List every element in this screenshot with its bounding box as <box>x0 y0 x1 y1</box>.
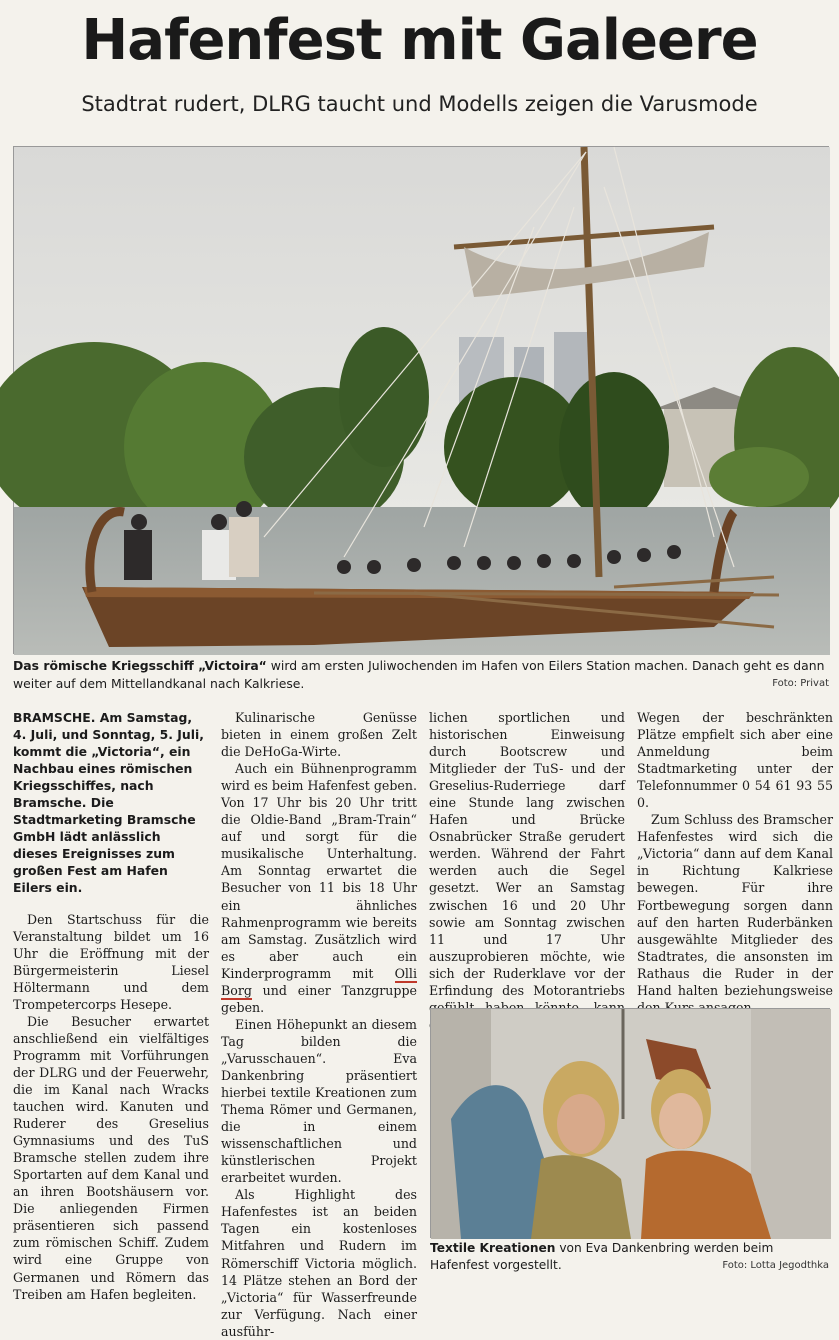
costume-photo-caption-text: von Eva Dankenbring werden beim Hafenfest vorgestellt. <box>430 1241 774 1272</box>
paragraph: Den Startschuss für die Veranstaltung bildet um 16 Uhr die Eröffnung mit der Bürgermeisterin Liesel Höltermann und dem Trompetercorps Hesepe. <box>13 911 209 1012</box>
costume-photo-caption-lead: Textile Kreationen <box>430 1241 556 1255</box>
article-column-3 <box>429 709 625 1033</box>
galley-photo-image <box>14 147 830 655</box>
main-photo-caption-lead: Das römische Kriegsschiff „Victoira“ <box>13 658 267 673</box>
costume-photo <box>430 1008 830 1238</box>
main-photo-credit: Foto: Privat <box>772 678 829 689</box>
article-column-2 <box>221 709 417 1340</box>
underlined-name: Olli Borg <box>221 965 417 998</box>
main-photo-caption <box>13 657 831 693</box>
subheadline: Stadtrat rudert, DLRG taucht und Modells zeigen die Varusmode <box>81 92 758 116</box>
costume-photo-credit: Foto: Lotta Jegodthka <box>722 1260 829 1271</box>
paragraph <box>221 760 417 1016</box>
paragraph: Die Besucher erwartet anschließend ein vielfältiges Programm mit Vorführungen der DLRG und der Feuerwehr, die im Kanal nach Wracks tauchen wird. Kanuten und Ruderer des Greselius Gymnasiums und des TuS Bramsche stellen zudem ihre Sportarten auf dem Kanal und an ihren Bootshäusern vor. Die anliegenden Firmen präsentieren sich passend zum römischen Schiff. Zudem wird eine Gruppe von Germanen und Römern das Treiben am Hafen begleiten. <box>13 1013 209 1302</box>
article-intro: BRAMSCHE. Am Samstag, 4. Juli, und Sonntag, 5. Juli, kommt die „Victoria“, ein Nachbau eines römischen Kriegsschiffes, nach Bramsche. Die Stadtmarketing Bramsche GmbH lädt anlässlich dieses Ereignisses zum großen Fest am Hafen Eilers ein. <box>13 710 204 896</box>
headline: Hafenfest mit Galeere <box>81 8 758 73</box>
paragraph-text: und einer Tanzgruppe geben. <box>221 982 417 1015</box>
costume-photo-image <box>431 1009 831 1239</box>
paragraph: Kulinarische Genüsse bieten in einem großen Zelt die DeHoGa-Wirte. <box>221 710 417 760</box>
article-column-4 <box>637 709 833 1016</box>
galley-photo <box>13 146 829 654</box>
paragraph: Einen Höhepunkt an diesem Tag bilden die „Varusschauen“. Eva Dankenbring präsentiert hierbei textile Kreationen zum Thema Römer und Germanen, die in einem wissenschaftlichen und künstlerischen Projekt erarbeitet wurden. <box>221 1016 417 1186</box>
paragraph-gap <box>13 897 209 911</box>
main-photo-caption-text: wird am ersten Juliwochenden im Hafen von Eilers Station machen. Danach geht es dann weiter auf dem Mittellandkanal nach Kalkriese. <box>13 658 825 691</box>
paragraph: Als Highlight des Hafenfestes ist an beiden Tagen ein kostenloses Mitfahren und Rudern im Römerschiff Victoria möglich. 14 Plätze stehen an Bord der „Victoria“ für Wasserfreunde zur Verfügung. Nach einer ausführ- <box>221 1187 417 1339</box>
paragraph: Zum Schluss des Bramscher Hafenfestes wird sich die „Victoria“ dann auf dem Kanal in Richtung Kalkriese bewegen. Für ihre Fortbewegung sorgen dann auf den harten Ruderbänken ausgewählte Mitglieder des Stadtrates, die ansonsten im Rathaus die Ruder in der Hand halten beziehungsweise <box>637 812 833 998</box>
paragraph-text: Auch ein Bühnenprogramm wird es beim Hafenfest geben. Von 17 Uhr bis 20 Uhr tritt die Oldie-Band „Bram-Train“ auf und sorgt für die musikalische Unterhaltung. Am Sonntag erwartet die Besucher von 11 bis 18 Uhr ein ähnliches Rahmenprogramm wie bereits am Samstag. Zusätzlich wird es aber auch ein Kinderprogramm mit <box>221 761 417 981</box>
paragraph: lichen sportlichen und historischen Einweisung durch Bootscrew und Mitglieder der TuS- und der Greselius-Ruderriege darf eine Stunde lang zwischen Hafen und Brücke Osnabrücker Straße gerudert werden. Während der Fahrt werden auch die Segel gesetzt. Wer an Samstag zwischen 16 und 20 Uhr sowie am Sonntag zwischen 11 und 17 Uhr auszuprobieren möchte, wie sich der Ruderklave vor der Erfindung des Motorantriebs <box>429 710 625 998</box>
paragraph: Wegen der beschränkten Plätze empfielt sich aber eine Anmeldung beim Stadtmarketing unter der Telefonnummer 0 54 61 93 55 0. <box>637 710 833 811</box>
article-column-1 <box>13 709 209 1303</box>
